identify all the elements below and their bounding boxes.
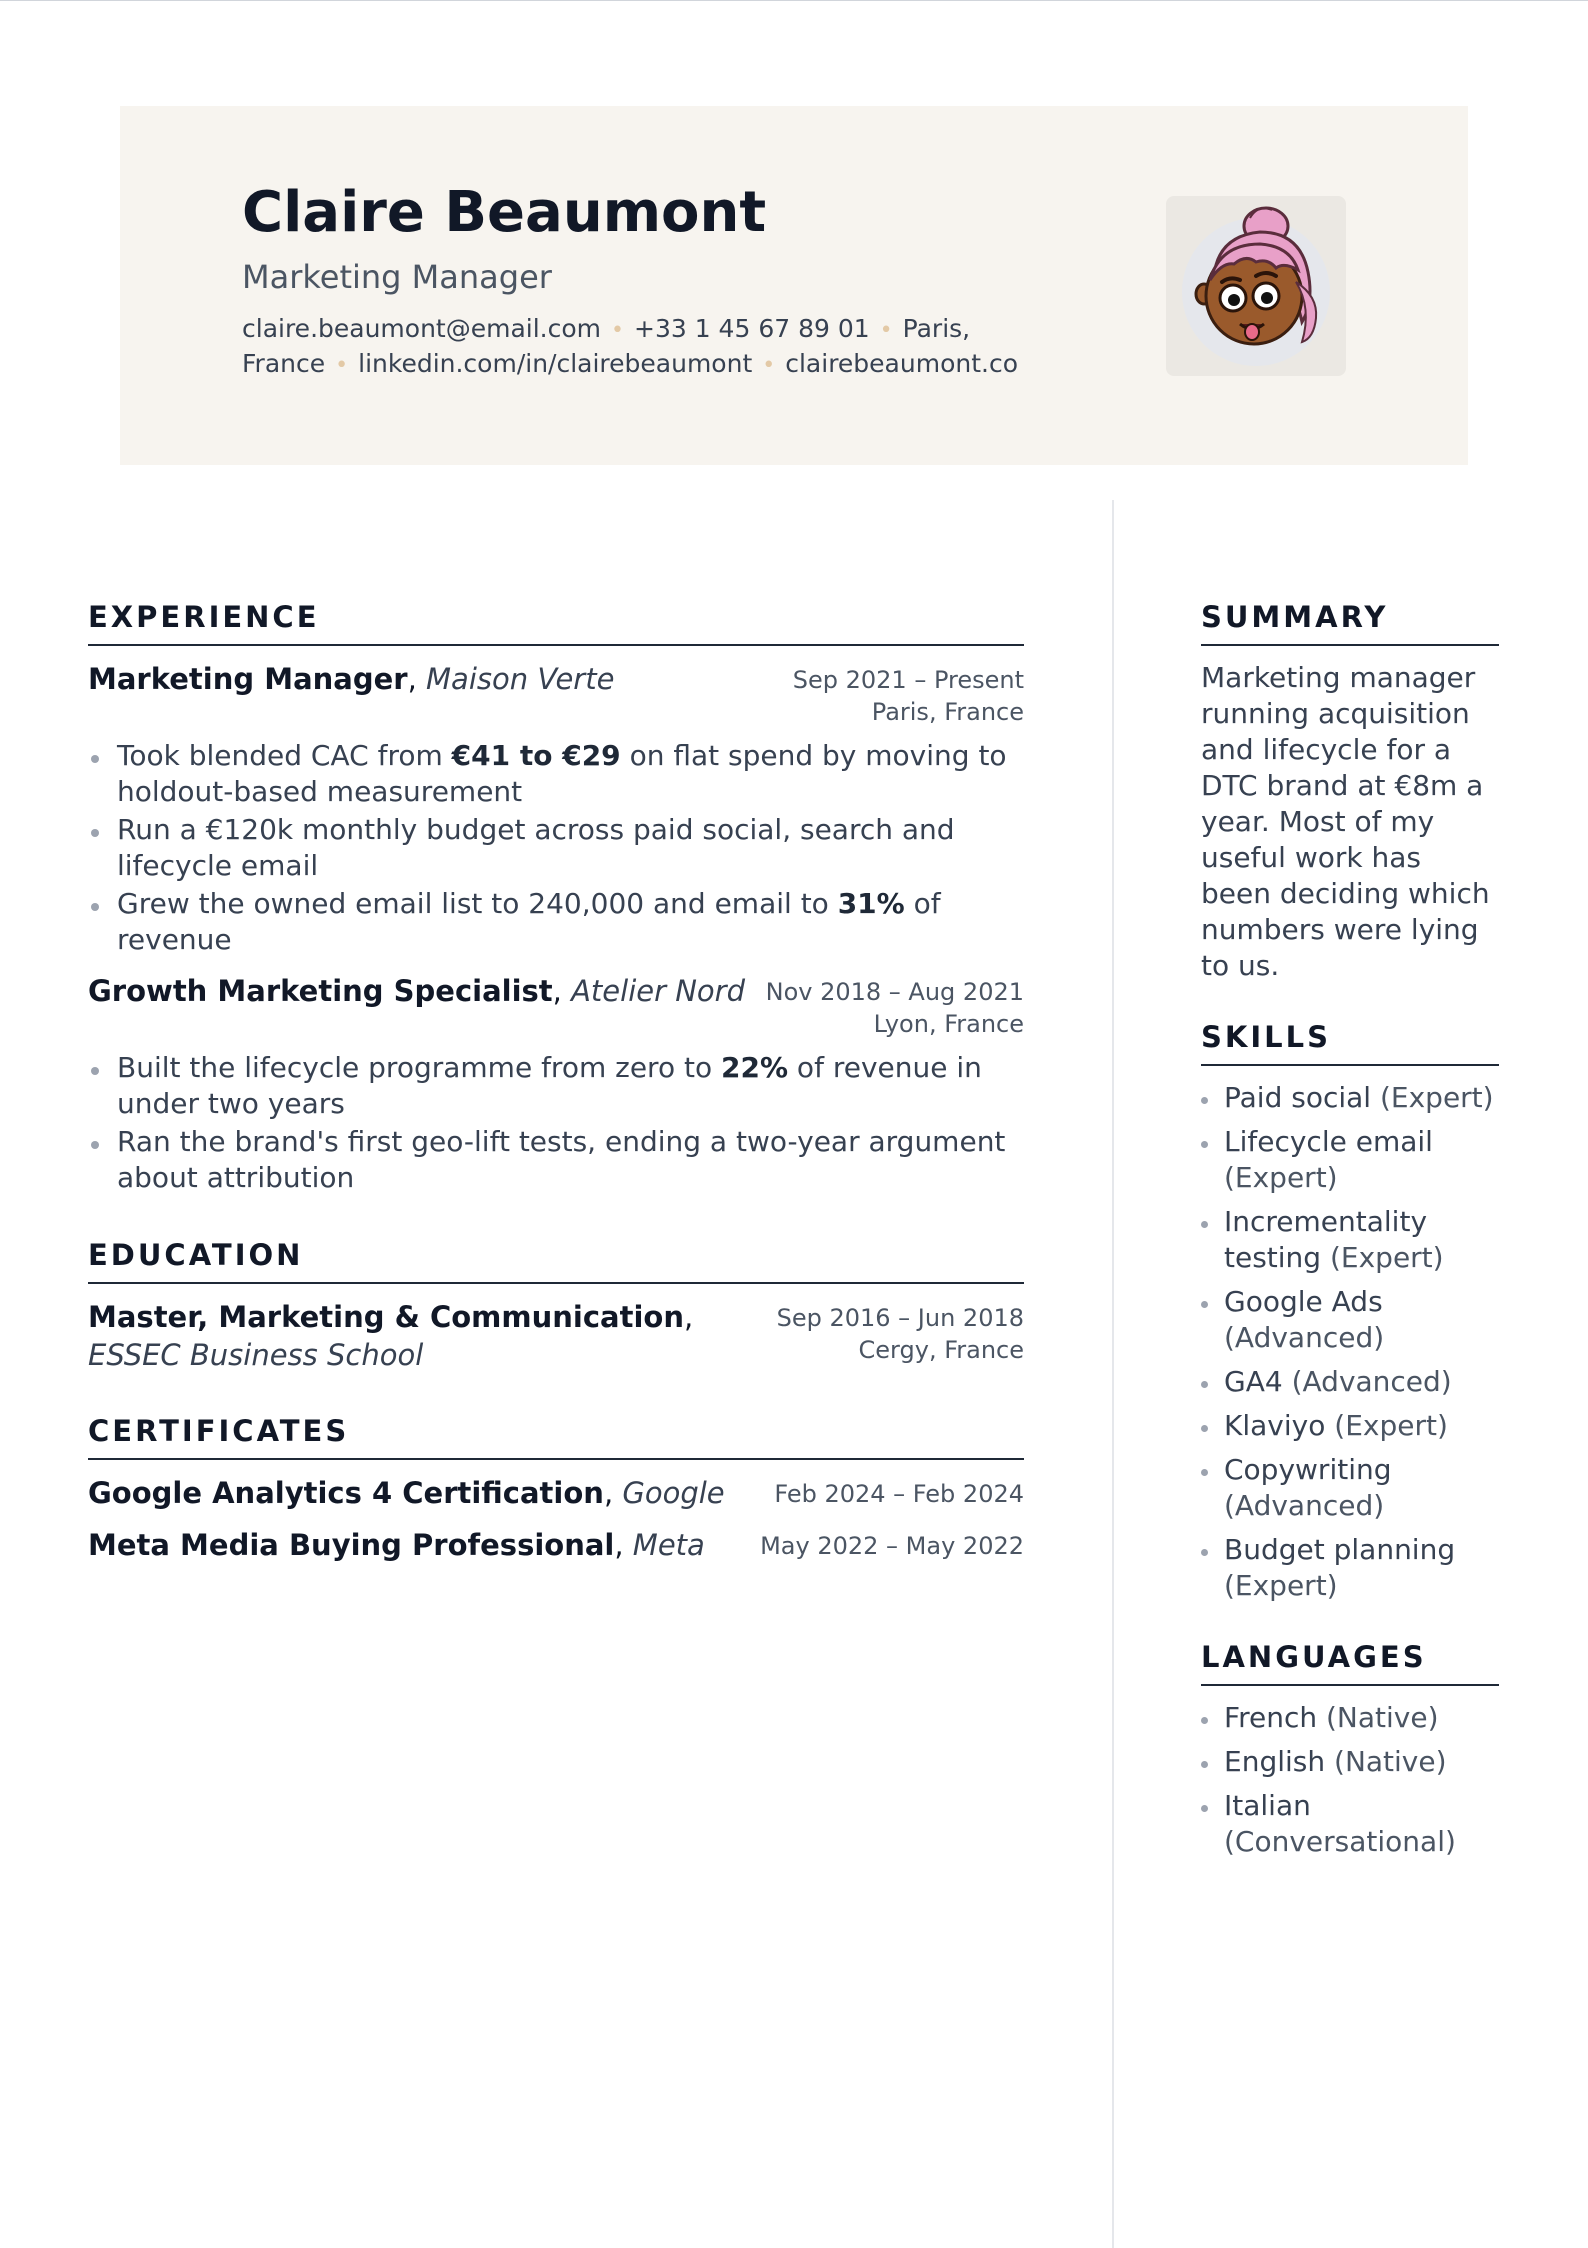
separator-dot: • [335, 353, 349, 378]
resume-header [120, 106, 1468, 465]
separator-dot: • [611, 318, 624, 343]
job-company: Atelier Nord [571, 974, 746, 1008]
section-title-education: EDUCATION [88, 1238, 1024, 1284]
contact-linkedin[interactable]: linkedin.com/in/clairebeaumont [358, 349, 753, 378]
main-column [88, 600, 1024, 1564]
section-title-languages: LANGUAGES [1201, 1640, 1499, 1686]
job-bullets [88, 1050, 1024, 1196]
list-item: Ran the brand's first geo-lift tests, ending a two-year argument about attribution [88, 1124, 1024, 1196]
side-column [1201, 600, 1499, 1868]
summary-text: Marketing manager running acquisition and lifecycle for a DTC brand at €8m a year. Most of my useful work has been deciding which numbers were lying to us. [1201, 661, 1490, 982]
education-dates: Sep 2016 – Jun 2018 [776, 1304, 1024, 1332]
skill-item: Lifecycle email (Expert) [1201, 1124, 1499, 1196]
job-company: Maison Verte [426, 662, 615, 696]
skill-item: Copywriting (Advanced) [1201, 1452, 1499, 1524]
page-top-border [0, 0, 1588, 1]
list-item: Grew the owned email list to 240,000 and email to 31% of revenue [88, 886, 1024, 958]
certificate-dates: Feb 2024 – Feb 2024 [774, 1480, 1024, 1508]
education-location: Cergy, France [858, 1336, 1024, 1364]
certificate-entry: Google Analytics 4 Certification, Google Feb 2024 – Feb 2024 [88, 1476, 1024, 1510]
degree: Master, Marketing & Communication [88, 1300, 684, 1334]
section-title-summary: SUMMARY [1201, 600, 1499, 646]
column-divider [1112, 500, 1114, 2248]
certificate-name: Meta Media Buying Professional [88, 1528, 615, 1562]
separator-dot: • [879, 318, 893, 343]
experience-entry: Marketing Manager, Maison Verte Sep 2021 – Present Paris, France [88, 662, 1024, 726]
job-role: Growth Marketing Specialist [88, 974, 553, 1008]
avatar-illustration-icon [1166, 196, 1346, 376]
section-title-skills: SKILLS [1201, 1020, 1499, 1066]
certificate-dates: May 2022 – May 2022 [760, 1532, 1024, 1560]
skill-item: Incrementality testing (Expert) [1201, 1204, 1499, 1276]
list-item: Run a €120k monthly budget across paid social, search and lifecycle email [88, 812, 1024, 884]
language-item: French (Native) [1201, 1700, 1499, 1736]
section-title-experience: EXPERIENCE [88, 600, 1024, 646]
school: ESSEC Business School [88, 1338, 424, 1372]
contact-line [242, 312, 1062, 382]
job-dates: Nov 2018 – Aug 2021 [765, 978, 1024, 1006]
certificate-issuer: Google [622, 1476, 725, 1510]
contact-website[interactable]: clairebeaumont.co [785, 349, 1018, 378]
avatar [1166, 196, 1346, 376]
skill-item: Klaviyo (Expert) [1201, 1408, 1499, 1444]
contact-location: Paris, France [242, 314, 971, 378]
job-location: Lyon, France [873, 1010, 1024, 1038]
list-item: Took blended CAC from €41 to €29 on flat spend by moving to holdout-based measurement [88, 738, 1024, 810]
language-item: Italian (Conversational) [1201, 1788, 1499, 1860]
section-title-certificates: CERTIFICATES [88, 1414, 1024, 1460]
language-item: English (Native) [1201, 1744, 1499, 1780]
certificate-issuer: Meta [632, 1528, 705, 1562]
languages-list [1201, 1700, 1499, 1860]
skill-item: Paid social (Expert) [1201, 1080, 1499, 1116]
skill-item: GA4 (Advanced) [1201, 1364, 1499, 1400]
contact-email[interactable]: claire.beaumont@email.com [242, 314, 602, 343]
certificate-entry: Meta Media Buying Professional, Meta May 2022 – May 2022 [88, 1528, 1024, 1562]
candidate-title: Marketing Manager [242, 258, 552, 296]
job-location: Paris, France [871, 698, 1024, 726]
job-dates: Sep 2021 – Present [792, 666, 1024, 694]
list-item: Built the lifecycle programme from zero to 22% of revenue in under two years [88, 1050, 1024, 1122]
job-role: Marketing Manager [88, 662, 408, 696]
experience-entry: Growth Marketing Specialist, Atelier Nord Nov 2018 – Aug 2021 Lyon, France [88, 974, 1024, 1038]
certificate-name: Google Analytics 4 Certification [88, 1476, 604, 1510]
separator-dot: • [762, 353, 776, 378]
education-entry: Master, Marketing & Communication, ESSEC Business School Sep 2016 – Jun 2018 Cergy, France [88, 1300, 1024, 1372]
contact-phone[interactable]: +33 1 45 67 89 01 [634, 314, 870, 343]
skill-item: Budget planning (Expert) [1201, 1532, 1499, 1604]
candidate-name: Claire Beaumont [242, 180, 767, 245]
skills-list [1201, 1080, 1499, 1604]
skill-item: Google Ads (Advanced) [1201, 1284, 1499, 1356]
job-bullets [88, 738, 1024, 958]
